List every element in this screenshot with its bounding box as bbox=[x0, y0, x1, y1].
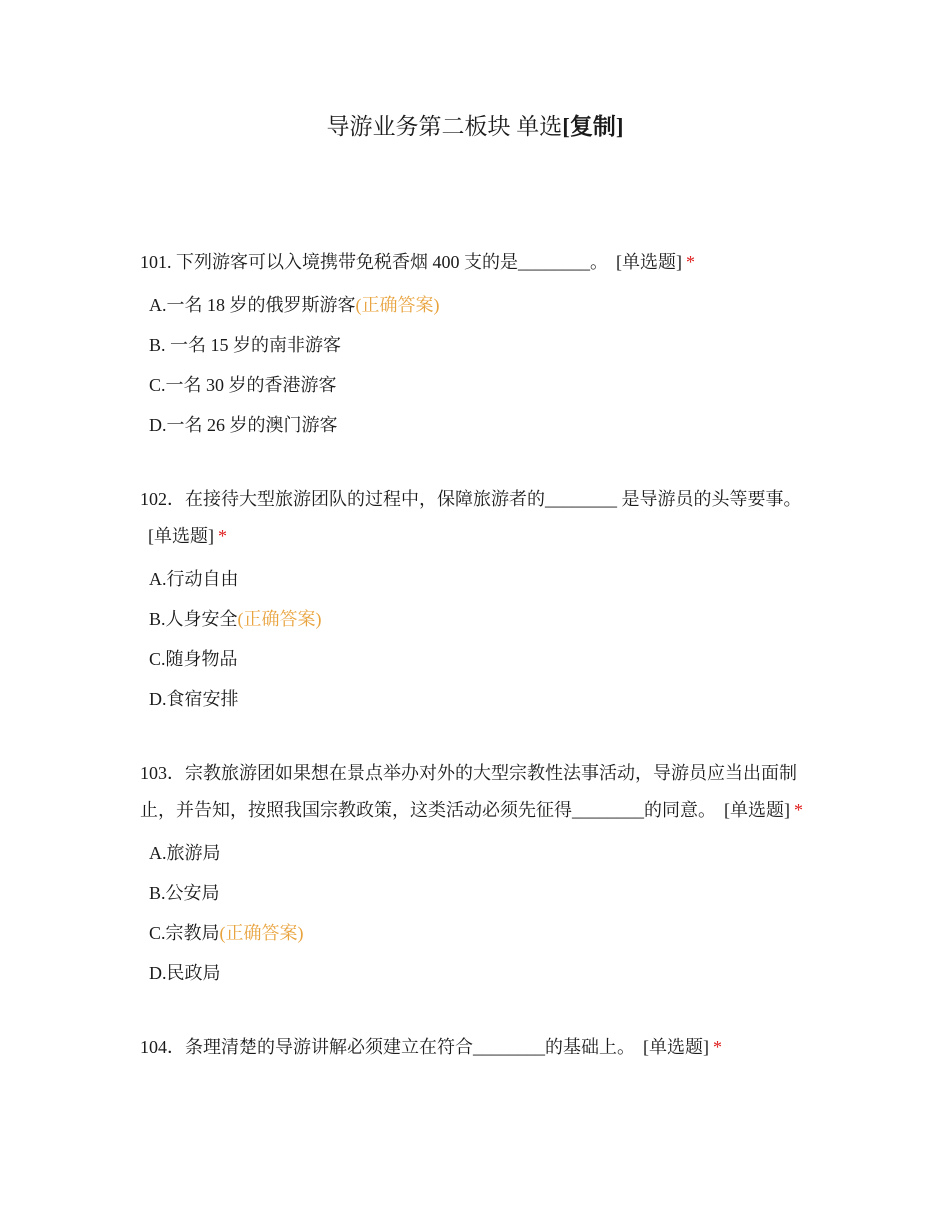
question-text bbox=[140, 1029, 810, 1066]
page-title-text: 导游业务第二板块 单选 bbox=[326, 114, 563, 139]
copy-tag: [复制] bbox=[562, 114, 624, 139]
required-mark: * bbox=[686, 252, 695, 272]
option-a[interactable] bbox=[140, 833, 810, 873]
question-text bbox=[140, 755, 810, 829]
question-102 bbox=[140, 481, 810, 719]
question-type-label: [单选题] bbox=[148, 526, 214, 546]
page-title bbox=[0, 110, 950, 144]
option-text: C.一名 30 岁的香港游客 bbox=[149, 375, 337, 395]
option-text: D.一名 26 岁的澳门游客 bbox=[149, 415, 338, 435]
option-text: B.公安局 bbox=[149, 883, 220, 903]
question-list bbox=[140, 244, 810, 1102]
correct-answer-tag: (正确答案) bbox=[355, 295, 440, 315]
question-type-label: [单选题] bbox=[616, 252, 682, 272]
option-c[interactable] bbox=[140, 913, 810, 953]
option-b[interactable] bbox=[140, 873, 810, 913]
option-text: D.民政局 bbox=[149, 963, 221, 983]
option-text: A.行动自由 bbox=[149, 569, 239, 589]
required-mark: * bbox=[218, 526, 227, 546]
correct-answer-tag: (正确答案) bbox=[219, 923, 304, 943]
required-mark: * bbox=[794, 800, 803, 820]
question-103 bbox=[140, 755, 810, 993]
option-text: B. 一名 15 岁的南非游客 bbox=[149, 335, 342, 355]
option-a[interactable] bbox=[140, 285, 810, 325]
option-d[interactable] bbox=[140, 953, 810, 993]
question-stem: 104．条理清楚的导游讲解必须建立在符合________的基础上。 bbox=[140, 1037, 635, 1057]
correct-answer-tag: (正确答案) bbox=[237, 609, 322, 629]
question-stem: 103．宗教旅游团如果想在景点举办对外的大型宗教性法事活动，导游员应当出面制止，并告知，按照我国宗教政策，这类活动必须先征得________的同意。 bbox=[140, 763, 797, 820]
required-mark: * bbox=[713, 1037, 722, 1057]
option-b[interactable] bbox=[140, 599, 810, 639]
option-b[interactable] bbox=[140, 325, 810, 365]
question-stem: 102．在接待大型旅游团队的过程中，保障旅游者的________ 是导游员的头等要事。 bbox=[140, 489, 802, 509]
option-text: D.食宿安排 bbox=[149, 689, 239, 709]
option-d[interactable] bbox=[140, 679, 810, 719]
question-text bbox=[140, 481, 810, 555]
question-type-label: [单选题] bbox=[724, 800, 790, 820]
question-stem: 101. 下列游客可以入境携带免税香烟 400 支的是________。 bbox=[140, 252, 608, 272]
option-text: B.人身安全 bbox=[149, 609, 238, 629]
option-d[interactable] bbox=[140, 405, 810, 445]
question-type-label: [单选题] bbox=[643, 1037, 709, 1057]
option-text: C.随身物品 bbox=[149, 649, 238, 669]
option-c[interactable] bbox=[140, 639, 810, 679]
option-c[interactable] bbox=[140, 365, 810, 405]
option-text: C.宗教局 bbox=[149, 923, 220, 943]
option-text: A.旅游局 bbox=[149, 843, 221, 863]
question-104 bbox=[140, 1029, 810, 1066]
question-text bbox=[140, 244, 810, 281]
option-text: A.一名 18 岁的俄罗斯游客 bbox=[149, 295, 356, 315]
option-a[interactable] bbox=[140, 559, 810, 599]
question-101 bbox=[140, 244, 810, 445]
